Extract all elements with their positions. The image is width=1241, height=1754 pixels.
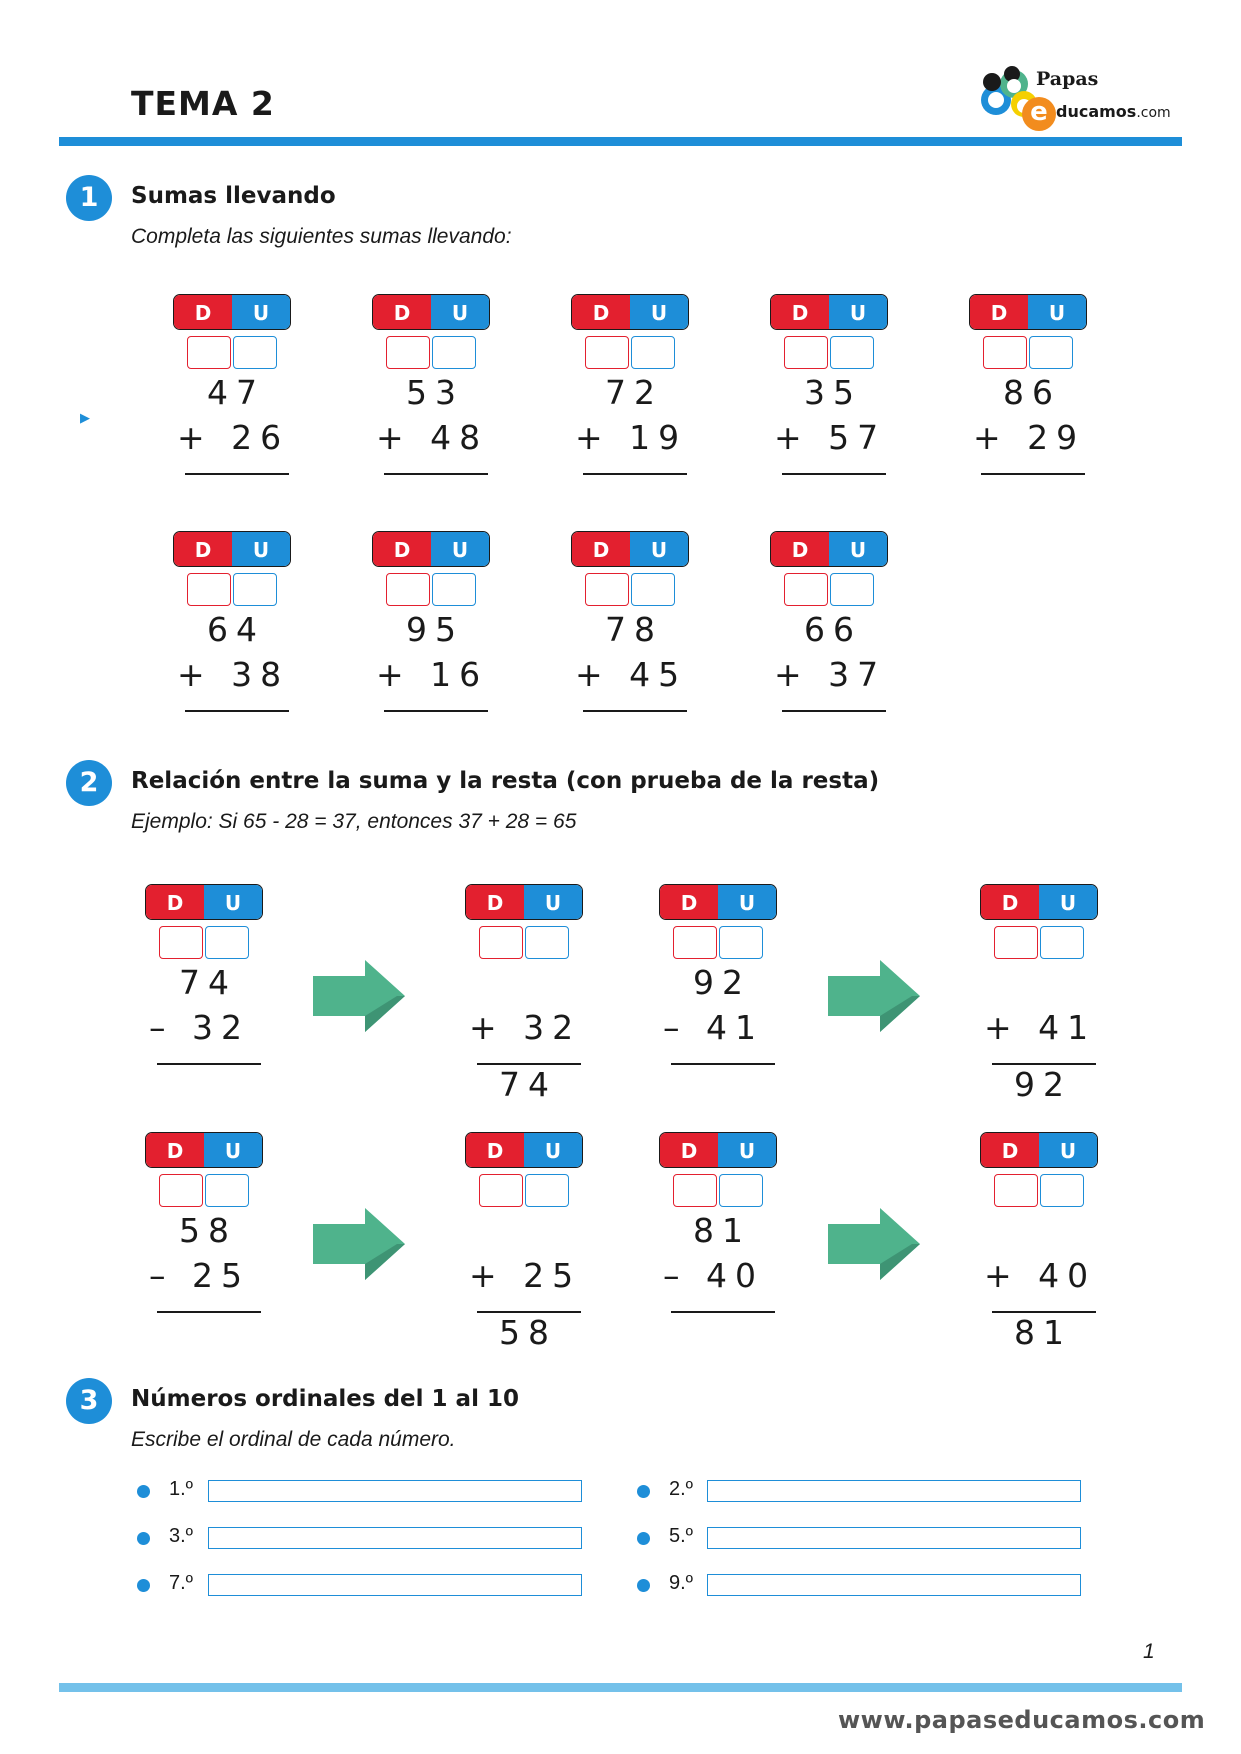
ordinal-answer-field[interactable] xyxy=(208,1480,582,1502)
du-label-unidades: U xyxy=(204,1133,262,1168)
du-label-decenas: D xyxy=(466,1133,524,1168)
carry-box-unidades[interactable] xyxy=(830,336,874,369)
addend-top: 64 xyxy=(207,610,265,649)
logo-e-badge: e xyxy=(1022,97,1056,131)
du-header xyxy=(145,884,263,920)
section-1-subtitle: Completa las siguientes sumas llevando: xyxy=(131,225,512,248)
carry-box-decenas[interactable] xyxy=(784,336,828,369)
du-header xyxy=(969,294,1087,330)
footer-url-link[interactable]: www.papaseducamos.com xyxy=(838,1706,1206,1734)
addend-top: 95 xyxy=(406,610,464,649)
du-label-unidades: U xyxy=(1039,1133,1097,1168)
sum-line xyxy=(981,473,1085,475)
carry-box-unidades[interactable] xyxy=(719,926,763,959)
minuend: 92 xyxy=(693,963,751,1002)
du-label-decenas: D xyxy=(771,532,829,567)
minuend: 58 xyxy=(179,1211,237,1250)
arrow-right-icon xyxy=(828,1208,920,1280)
proof-result: 81 xyxy=(1014,1313,1072,1352)
du-header xyxy=(372,294,490,330)
carry-box-unidades[interactable] xyxy=(631,573,675,606)
carry-box-unidades[interactable] xyxy=(205,926,249,959)
footer-divider xyxy=(59,1683,1182,1692)
section-3-subtitle: Escribe el ordinal de cada número. xyxy=(131,1428,456,1451)
addend-top: 66 xyxy=(804,610,862,649)
sum-line xyxy=(157,1063,261,1065)
carry-box-unidades[interactable] xyxy=(432,336,476,369)
sum-line xyxy=(384,710,488,712)
proof-result: 92 xyxy=(1014,1065,1072,1104)
carry-box-unidades[interactable] xyxy=(1029,336,1073,369)
logo-text-top: Papas xyxy=(1036,68,1099,90)
carry-box-decenas[interactable] xyxy=(479,1174,523,1207)
du-label-unidades: U xyxy=(232,532,290,567)
du-header xyxy=(980,884,1098,920)
ordinal-label: 7.º xyxy=(169,1572,193,1594)
du-header xyxy=(770,531,888,567)
answer-area[interactable] xyxy=(782,478,886,518)
addend-top: 53 xyxy=(406,373,464,412)
du-header xyxy=(173,294,291,330)
answer-area[interactable] xyxy=(477,1208,581,1248)
carry-box-decenas[interactable] xyxy=(585,336,629,369)
answer-area[interactable] xyxy=(384,478,488,518)
answer-area[interactable] xyxy=(782,715,886,755)
du-label-decenas: D xyxy=(981,885,1039,920)
answer-area[interactable] xyxy=(157,1316,261,1356)
subtrahend: – 40 xyxy=(663,1256,764,1295)
carry-box-unidades[interactable] xyxy=(1040,1174,1084,1207)
du-label-unidades: U xyxy=(718,1133,776,1168)
carry-box-decenas[interactable] xyxy=(994,1174,1038,1207)
bullet-icon xyxy=(137,1532,150,1545)
du-header xyxy=(465,1132,583,1168)
carry-box-unidades[interactable] xyxy=(525,926,569,959)
du-label-unidades: U xyxy=(1039,885,1097,920)
addend-bottom: + 48 xyxy=(376,418,489,457)
answer-area[interactable] xyxy=(185,715,289,755)
carry-box-decenas[interactable] xyxy=(585,573,629,606)
du-header xyxy=(770,294,888,330)
subtrahend: – 25 xyxy=(149,1256,250,1295)
du-label-unidades: U xyxy=(524,1133,582,1168)
bullet-icon xyxy=(137,1485,150,1498)
answer-area[interactable] xyxy=(992,960,1096,1000)
du-label-unidades: U xyxy=(524,885,582,920)
carry-box-unidades[interactable] xyxy=(233,573,277,606)
addend-top: 86 xyxy=(1003,373,1061,412)
sum-line xyxy=(185,473,289,475)
proof-addend: + 32 xyxy=(469,1008,582,1047)
answer-area[interactable] xyxy=(185,478,289,518)
bullet-icon xyxy=(637,1532,650,1545)
du-header xyxy=(659,884,777,920)
du-label-decenas: D xyxy=(466,885,524,920)
carry-box-unidades[interactable] xyxy=(233,336,277,369)
ordinal-label: 5.º xyxy=(669,1525,693,1547)
du-label-unidades: U xyxy=(630,295,688,330)
answer-area[interactable] xyxy=(583,478,687,518)
answer-area[interactable] xyxy=(671,1068,775,1108)
carry-box-decenas[interactable] xyxy=(159,926,203,959)
answer-area[interactable] xyxy=(583,715,687,755)
addend-top: 35 xyxy=(804,373,862,412)
du-label-unidades: U xyxy=(431,295,489,330)
ordinal-answer-field[interactable] xyxy=(208,1574,582,1596)
sum-line xyxy=(185,710,289,712)
subtrahend: – 41 xyxy=(663,1008,764,1047)
du-label-decenas: D xyxy=(970,295,1028,330)
du-label-decenas: D xyxy=(174,295,232,330)
du-label-decenas: D xyxy=(373,295,431,330)
carry-box-decenas[interactable] xyxy=(983,336,1027,369)
carry-box-decenas[interactable] xyxy=(994,926,1038,959)
carry-box-decenas[interactable] xyxy=(673,926,717,959)
minuend: 81 xyxy=(693,1211,751,1250)
addend-top: 47 xyxy=(207,373,265,412)
ordinal-answer-field[interactable] xyxy=(208,1527,582,1549)
carry-box-decenas[interactable] xyxy=(187,336,231,369)
carry-box-decenas[interactable] xyxy=(386,573,430,606)
carry-box-unidades[interactable] xyxy=(631,336,675,369)
du-label-decenas: D xyxy=(373,532,431,567)
du-label-decenas: D xyxy=(572,532,630,567)
answer-area[interactable] xyxy=(384,715,488,755)
sum-line xyxy=(583,473,687,475)
minuend: 74 xyxy=(179,963,237,1002)
header-divider xyxy=(59,137,1182,146)
addend-bottom: + 57 xyxy=(774,418,887,457)
du-label-unidades: U xyxy=(431,532,489,567)
ordinal-label: 3.º xyxy=(169,1525,193,1547)
section-3-title: Números ordinales del 1 al 10 xyxy=(131,1386,519,1412)
logo-text-bottom: ducamos.com xyxy=(1056,102,1171,121)
du-header xyxy=(145,1132,263,1168)
du-label-decenas: D xyxy=(174,532,232,567)
ordinal-answer-field[interactable] xyxy=(707,1527,1081,1549)
play-marker-icon: ▶ xyxy=(80,411,90,426)
du-label-decenas: D xyxy=(146,885,204,920)
addend-top: 78 xyxy=(605,610,663,649)
addend-bottom: + 38 xyxy=(177,655,290,694)
answer-area[interactable] xyxy=(477,960,581,1000)
arrow-right-icon xyxy=(828,960,920,1032)
sum-line xyxy=(583,710,687,712)
du-header xyxy=(465,884,583,920)
papaseducamos-logo[interactable] xyxy=(976,60,1176,132)
addend-bottom: + 19 xyxy=(575,418,688,457)
bullet-icon xyxy=(637,1485,650,1498)
answer-area[interactable] xyxy=(157,1068,261,1108)
sum-line xyxy=(671,1311,775,1313)
carry-box-decenas[interactable] xyxy=(159,1174,203,1207)
carry-box-unidades[interactable] xyxy=(205,1174,249,1207)
carry-box-decenas[interactable] xyxy=(479,926,523,959)
du-label-unidades: U xyxy=(1028,295,1086,330)
ordinal-answer-field[interactable] xyxy=(707,1574,1081,1596)
section-1-number: 1 xyxy=(66,175,112,221)
page-title: TEMA 2 xyxy=(131,84,275,123)
answer-area[interactable] xyxy=(992,1208,1096,1248)
section-2-title: Relación entre la suma y la resta (con prueba de la resta) xyxy=(131,768,880,794)
sum-line xyxy=(157,1311,261,1313)
du-label-unidades: U xyxy=(718,885,776,920)
section-2-number: 2 xyxy=(66,760,112,806)
du-label-decenas: D xyxy=(146,1133,204,1168)
du-label-decenas: D xyxy=(981,1133,1039,1168)
sum-line xyxy=(782,473,886,475)
du-label-decenas: D xyxy=(771,295,829,330)
section-3-number: 3 xyxy=(66,1378,112,1424)
du-label-unidades: U xyxy=(630,532,688,567)
du-label-unidades: U xyxy=(204,885,262,920)
proof-addend: + 41 xyxy=(984,1008,1097,1047)
du-header xyxy=(980,1132,1098,1168)
subtrahend: – 32 xyxy=(149,1008,250,1047)
du-label-unidades: U xyxy=(829,532,887,567)
ordinal-answer-field[interactable] xyxy=(707,1480,1081,1502)
ordinal-label: 1.º xyxy=(169,1478,193,1500)
carry-box-decenas[interactable] xyxy=(673,1174,717,1207)
proof-result: 74 xyxy=(499,1065,557,1104)
carry-box-unidades[interactable] xyxy=(719,1174,763,1207)
du-header xyxy=(659,1132,777,1168)
bullet-icon xyxy=(137,1579,150,1592)
du-label-decenas: D xyxy=(660,885,718,920)
carry-box-unidades[interactable] xyxy=(830,573,874,606)
proof-addend: + 25 xyxy=(469,1256,582,1295)
arrow-right-icon xyxy=(313,960,405,1032)
du-label-decenas: D xyxy=(660,1133,718,1168)
proof-addend: + 40 xyxy=(984,1256,1097,1295)
du-header xyxy=(571,531,689,567)
du-header xyxy=(173,531,291,567)
addend-bottom: + 16 xyxy=(376,655,489,694)
sum-line xyxy=(384,473,488,475)
addend-bottom: + 37 xyxy=(774,655,887,694)
carry-box-unidades[interactable] xyxy=(432,573,476,606)
ordinal-label: 2.º xyxy=(669,1478,693,1500)
sum-line xyxy=(671,1063,775,1065)
du-label-unidades: U xyxy=(232,295,290,330)
arrow-right-icon xyxy=(313,1208,405,1280)
addend-bottom: + 45 xyxy=(575,655,688,694)
sum-line xyxy=(782,710,886,712)
du-header xyxy=(571,294,689,330)
carry-box-decenas[interactable] xyxy=(187,573,231,606)
addend-top: 72 xyxy=(605,373,663,412)
proof-result: 58 xyxy=(499,1313,557,1352)
carry-box-decenas[interactable] xyxy=(784,573,828,606)
answer-area[interactable] xyxy=(981,478,1085,518)
carry-box-decenas[interactable] xyxy=(386,336,430,369)
section-1-title: Sumas llevando xyxy=(131,183,336,209)
answer-area[interactable] xyxy=(671,1316,775,1356)
section-2-subtitle: Ejemplo: Si 65 - 28 = 37, entonces 37 + 28 = 65 xyxy=(131,810,577,833)
carry-box-unidades[interactable] xyxy=(1040,926,1084,959)
bullet-icon xyxy=(637,1579,650,1592)
ordinal-label: 9.º xyxy=(669,1572,693,1594)
page-number: 1 xyxy=(1143,1640,1155,1663)
addend-bottom: + 26 xyxy=(177,418,290,457)
du-header xyxy=(372,531,490,567)
du-label-decenas: D xyxy=(572,295,630,330)
addend-bottom: + 29 xyxy=(973,418,1086,457)
carry-box-unidades[interactable] xyxy=(525,1174,569,1207)
du-label-unidades: U xyxy=(829,295,887,330)
